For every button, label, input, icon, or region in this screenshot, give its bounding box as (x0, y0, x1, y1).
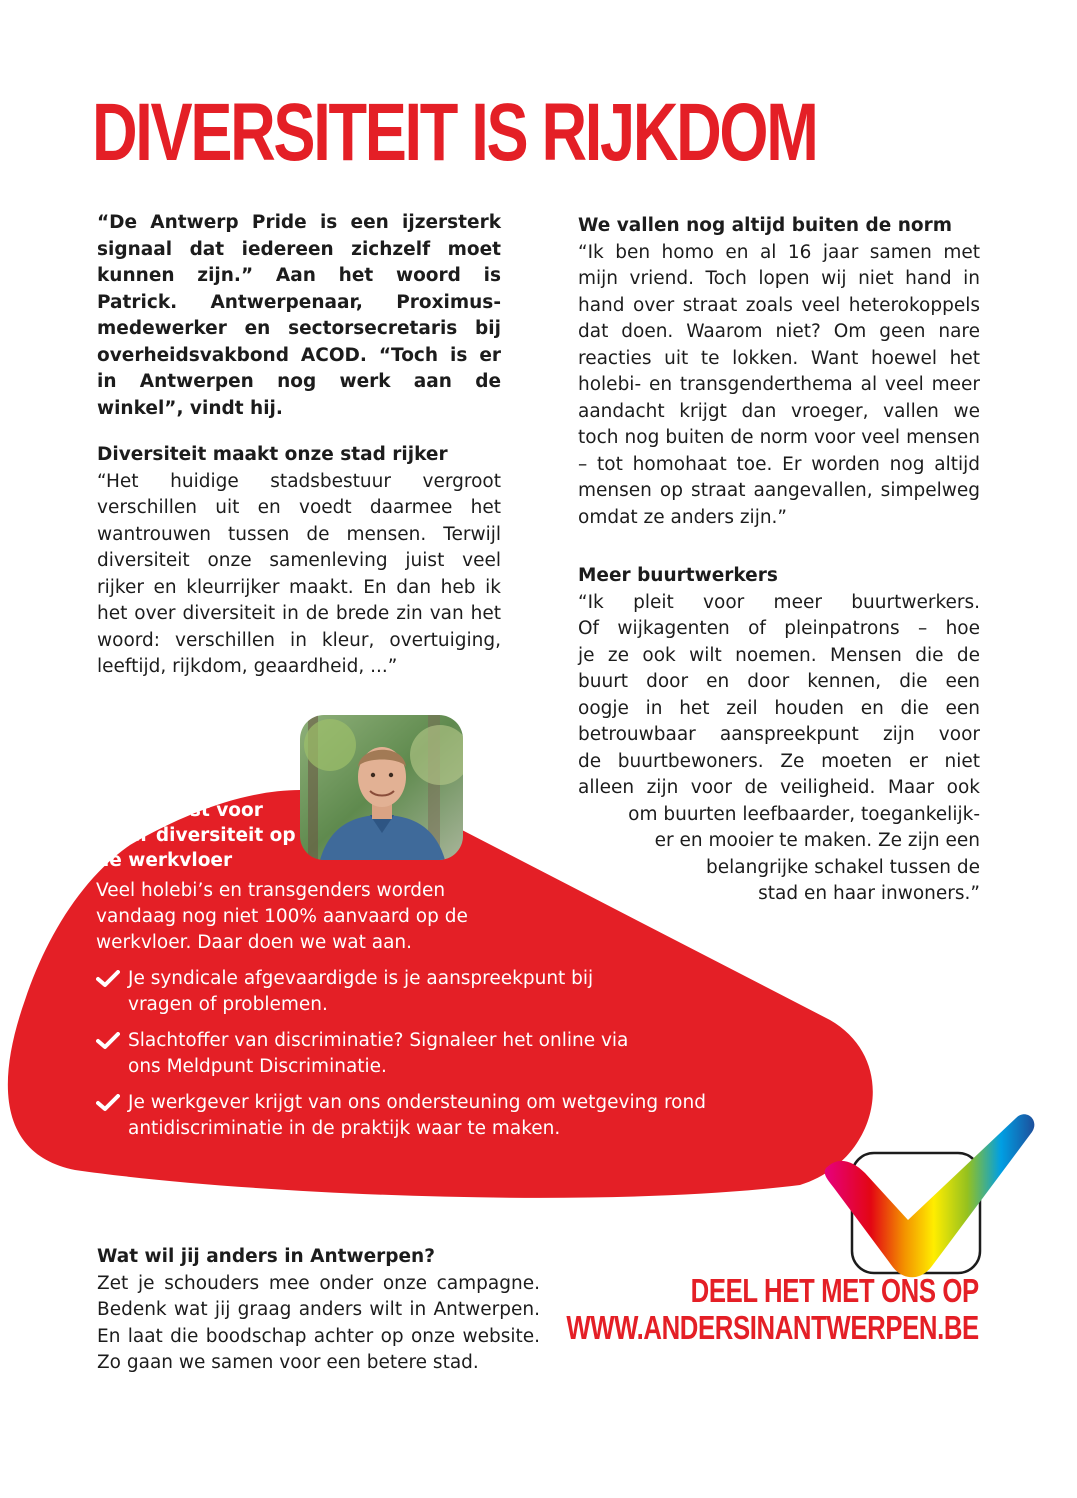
abvv-checklist (96, 966, 788, 1142)
list-item (96, 966, 648, 1018)
body-line: stad en haar inwoners.” (758, 883, 980, 904)
left-column (97, 210, 501, 681)
body-line: “Ik pleit voor meer buurtwerkers. (578, 591, 980, 613)
abvv-intro: Veel holebi’s en transgenders worden vandaag nog niet 100% aanvaard op de werkvloer. Daar doen we wat aan. (96, 880, 468, 953)
body-line: je ze ook wilt noemen. Mensen die de (578, 644, 980, 666)
body-line: alleen zijn voor de veiligheid. Maar ook (578, 777, 980, 798)
section-body-antwerpen: Zet je schouders mee onder onze campagne. Bedenk wat jij graag anders wilt in Antwerpen. En laat die boodschap achter op onze website. Zo gaan we samen voor een betere stad. (97, 1272, 540, 1373)
section-heading-norm: We vallen nog altijd buiten de norm (578, 215, 952, 236)
rainbow-checkmark-logo (820, 1108, 1040, 1288)
cta-website-link[interactable]: WWW.ANDERSINANTWERPEN.BE (566, 1309, 979, 1346)
list-item-text: Je werkgever krijgt van ons ondersteuning om wetgeving rond antidiscriminatie in de praktijk waar te maken. (128, 1092, 706, 1139)
list-item (96, 1028, 648, 1080)
intro-lead: “De Antwerp Pride is een ijzersterk signaal dat iedereen zichzelf moet kunnen zijn.” Aan het woord is Patrick. Antwerpenaar, Proximus-medewerker en sectorsecretaris bij overheidsvakbond ACOD. “Toch is er in Antwerpen nog werk aan de winkel”, vindt hij. (97, 212, 501, 419)
list-item-text: Je syndicale afgevaardigde is je aanspreekpunt bij vragen of problemen. (128, 968, 594, 1015)
section-heading-antwerpen: Wat wil jij anders in Antwerpen? (97, 1246, 435, 1267)
bottom-left-column (97, 1244, 540, 1377)
body-line: er en mooier te maken. Ze zijn een (654, 830, 980, 851)
body-line: om buurten leefbaarder, toegankelijk- (628, 803, 980, 825)
body-line: betrouwbaar aanspreekpunt zijn voor (578, 724, 980, 745)
section-heading-diversiteit: Diversiteit maakt onze stad rijker (97, 444, 448, 465)
right-column (578, 213, 980, 908)
section-body-buurtwerkers (578, 590, 980, 908)
body-line: oogje in het zeil houden en die een (578, 697, 980, 719)
list-item-text: Slachtoffer van discriminatie? Signaleer het online via ons Meldpunt Discriminatie. (128, 1030, 629, 1077)
call-to-action (567, 1272, 979, 1346)
section-body-norm: “Ik ben homo en al 16 jaar samen met mijn vriend. Toch lopen wij niet hand in hand over straat zoals veel heterokoppels dat doen. Waarom niet? Om geen nare reacties uit te lokken. Want hoewel het holebi- en transgenderthema al veel meer aandacht krijgt dan vroeger, vallen we toch nog buiten de norm voor veel mensen – tot homohaat toe. Er worden nog altijd mensen op straat aangevallen, simpelweg omdat ze anders zijn.” (578, 241, 980, 528)
body-line: de buurtbewoners. Ze moeten er niet (578, 750, 980, 772)
cta-line-1: DEEL HET MET ONS OP (690, 1272, 979, 1309)
body-line: buurt door en door kennen, die een (578, 671, 980, 692)
body-line: Of wijkagenten of pleinpatrons – hoe (578, 618, 980, 639)
page-title: DIVERSITEIT IS RIJKDOM (92, 87, 817, 178)
section-heading-buurtwerkers: Meer buurtwerkers (578, 565, 778, 586)
abvv-heading: ABVV kiest voor meer diversiteit op de werkvloer (96, 800, 296, 871)
section-body-diversiteit: “Het huidige stadsbestuur vergroot verschillen uit en voedt daarmee het wantrouwen tussen de mensen. Terwijl diversiteit onze samenleving juist veel rijker en kleurrijker maakt. En dan heb ik het over diversiteit in de brede zin van het woord: verschillen in kleur, overtuiging, leeftijd, rijkdom, geaardheid, ...” (97, 470, 501, 677)
body-line: belangrijke schakel tussen de (706, 856, 980, 878)
portrait-photo (300, 715, 463, 860)
check-icon (96, 970, 120, 988)
check-icon (96, 1032, 120, 1050)
list-item (96, 1090, 788, 1142)
check-icon (96, 1094, 120, 1112)
